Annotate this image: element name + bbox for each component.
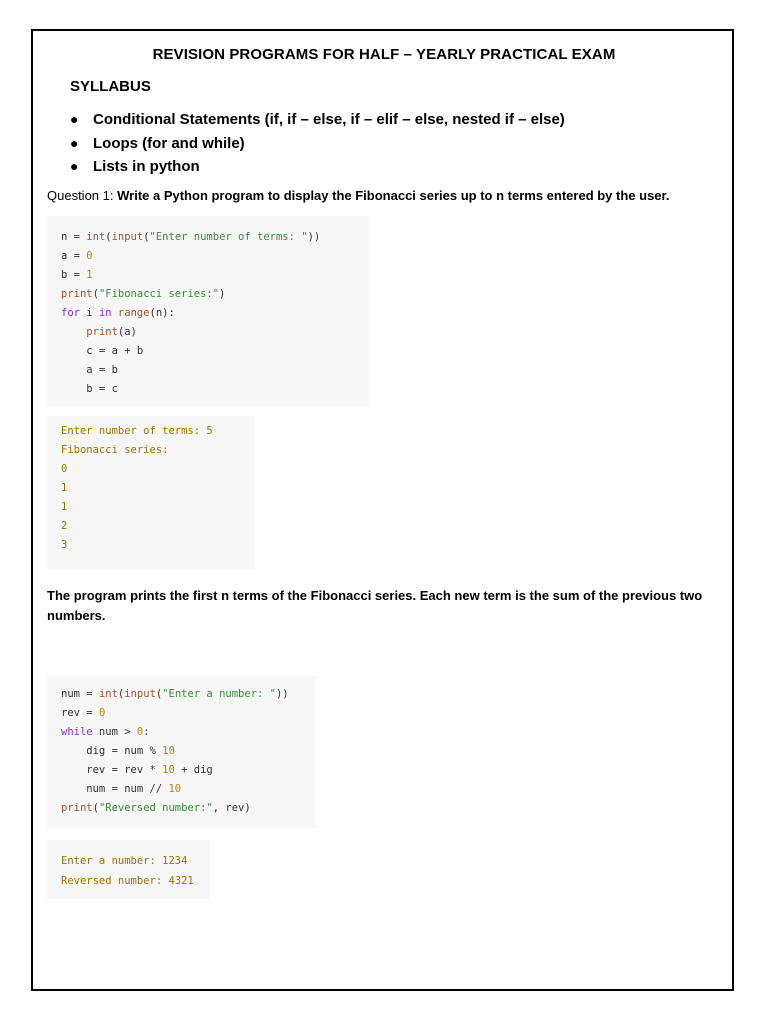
code-line: a = 0 <box>61 250 93 262</box>
output-line: 3 <box>61 539 68 551</box>
syllabus-heading: SYLLABUS <box>70 78 151 95</box>
output-block-reverse-number <box>47 840 210 899</box>
output-line: Enter a number: 1234 <box>61 855 188 867</box>
question-text: Write a Python program to display the Fibonacci series up to n terms entered by the user. <box>117 188 670 203</box>
output-line: Enter number of terms: 5 <box>61 425 213 437</box>
output-line: 2 <box>61 520 68 532</box>
question-label: Question 1: <box>47 188 118 203</box>
output-line: Reversed number: 4321 <box>61 875 194 887</box>
syllabus-item: ● Loops (for and while) <box>70 132 565 156</box>
code-line: n = int(input("Enter number of terms: ")) <box>61 231 321 243</box>
bullet-icon: ● <box>70 158 79 174</box>
bullet-icon: ● <box>70 111 79 127</box>
program-summary: The program prints the first n terms of the Fibonacci series. Each new term is the sum of the previous two numbers. <box>47 588 703 623</box>
code-line: b = 1 <box>61 269 93 281</box>
code-line: print(a) <box>86 326 137 338</box>
code-line: rev = 0 <box>61 707 106 719</box>
page-title: REVISION PROGRAMS FOR HALF – YEARLY PRACTICAL EXAM <box>152 46 616 63</box>
code-line: print("Fibonacci series:") <box>61 288 226 300</box>
output-block-fibonacci <box>47 416 254 569</box>
code-line: num = num // 10 <box>61 783 182 795</box>
code-line: for i in range(n): <box>61 307 175 319</box>
code-line: num = int(input("Enter a number: ")) <box>61 688 289 700</box>
bullet-icon: ● <box>70 134 79 151</box>
code-line: a = b <box>61 364 118 376</box>
output-line: 0 <box>61 463 68 475</box>
code-line: b = c <box>61 383 118 395</box>
code-line: while num > 0: <box>61 726 150 738</box>
syllabus-list <box>70 108 565 179</box>
output-line: 1 <box>61 501 68 513</box>
code-block-reverse-number <box>47 676 316 828</box>
output-line: 1 <box>61 482 68 494</box>
code-line: dig = num % 10 <box>61 745 175 757</box>
output-line: Fibonacci series: <box>61 444 169 456</box>
code-block-fibonacci <box>47 216 369 406</box>
code-line: print("Reversed number:", rev) <box>61 802 251 814</box>
question-1 <box>47 188 670 203</box>
syllabus-item: ● Lists in python <box>70 155 565 179</box>
code-line: c = a + b <box>61 345 144 357</box>
code-line: rev = rev * 10 + dig <box>61 764 213 776</box>
syllabus-item: ● Conditional Statements (if, if – else, if – elif – else, nested if – else) <box>70 108 565 132</box>
